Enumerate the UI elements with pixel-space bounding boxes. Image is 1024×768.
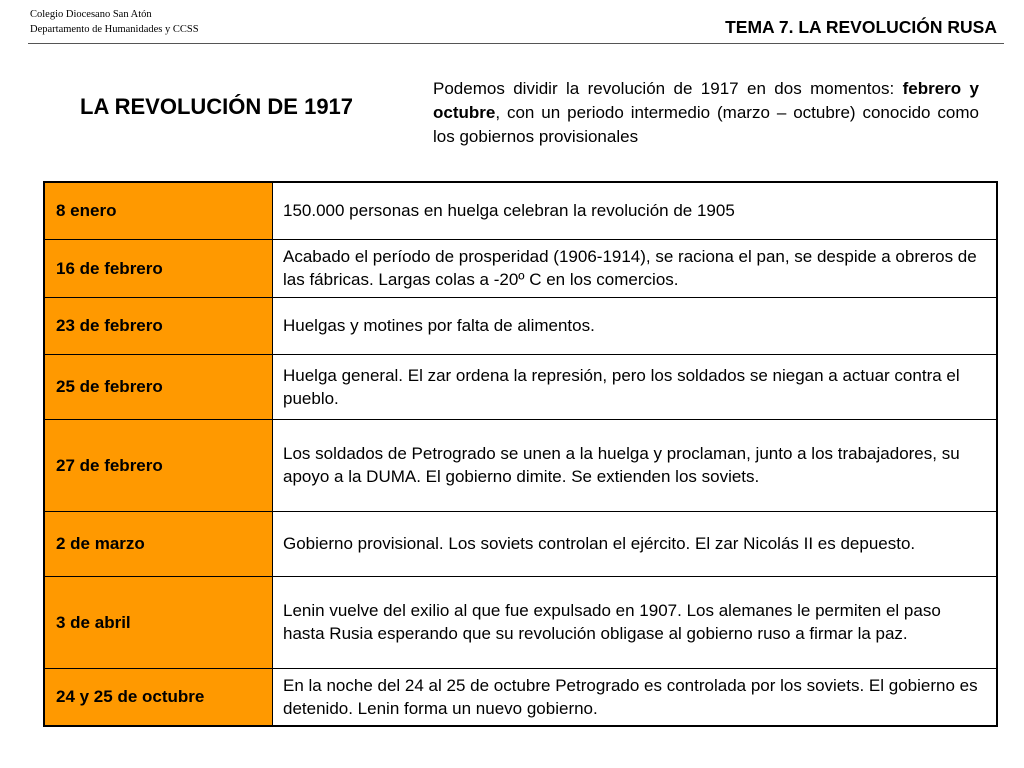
header-school-info [30,7,199,37]
topic-title: TEMA 7. LA REVOLUCIÓN RUSA [725,17,997,37]
date-cell: 23 de febrero [44,297,273,354]
event-cell: Gobierno provisional. Los soviets controlan el ejército. El zar Nicolás II es depuesto. [273,511,998,576]
event-cell: Huelga general. El zar ordena la represión, pero los soldados se niegan a actuar contra el pueblo. [273,354,998,419]
header-divider [28,43,1004,44]
intro-text-bold: febrero y octubre [433,79,979,122]
date-cell: 27 de febrero [44,419,273,511]
event-cell: Los soldados de Petrogrado se unen a la huelga y proclaman, junto a los trabajadores, su apoyo a la DUMA. El gobierno dimite. Se extienden los soviets. [273,419,998,511]
date-cell: 25 de febrero [44,354,273,419]
event-cell: Huelgas y motines por falta de alimentos. [273,297,998,354]
event-cell: 150.000 personas en huelga celebran la revolución de 1905 [273,182,998,239]
intro-paragraph [433,77,979,149]
date-cell: 3 de abril [44,576,273,668]
event-cell: En la noche del 24 al 25 de octubre Petrogrado es controlada por los soviets. El gobierno es detenido. Lenin forma un nuevo gobierno. [273,668,998,726]
date-cell: 24 y 25 de octubre [44,668,273,726]
intro-text-start: Podemos dividir la revolución de 1917 en dos momentos: [433,79,903,98]
date-cell: 16 de febrero [44,239,273,297]
school-name: Colegio Diocesano San Atón [30,9,152,20]
intro-text-end: , con un periodo intermedio (marzo – octubre) conocido como los gobiernos provisionales [433,103,979,146]
event-cell: Acabado el período de prosperidad (1906-1914), se raciona el pan, se despide a obreros de las fábricas. Largas colas a -20º C en los comercios. [273,239,998,297]
table-row [44,297,997,354]
date-cell: 2 de marzo [44,511,273,576]
table-row [44,182,997,239]
table-row [44,668,997,726]
event-cell: Lenin vuelve del exilio al que fue expulsado en 1907. Los alemanes le permiten el paso hasta Rusia esperando que su revolución obligase al gobierno ruso a firmar la paz. [273,576,998,668]
date-cell: 8 enero [44,182,273,239]
timeline-table [43,181,998,727]
page-title: LA REVOLUCIÓN DE 1917 [80,94,354,119]
table-row [44,354,997,419]
department-name: Departamento de Humanidades y CCSS [30,24,199,35]
table-row [44,419,997,511]
table-row [44,511,997,576]
table-row [44,239,997,297]
table-row [44,576,997,668]
